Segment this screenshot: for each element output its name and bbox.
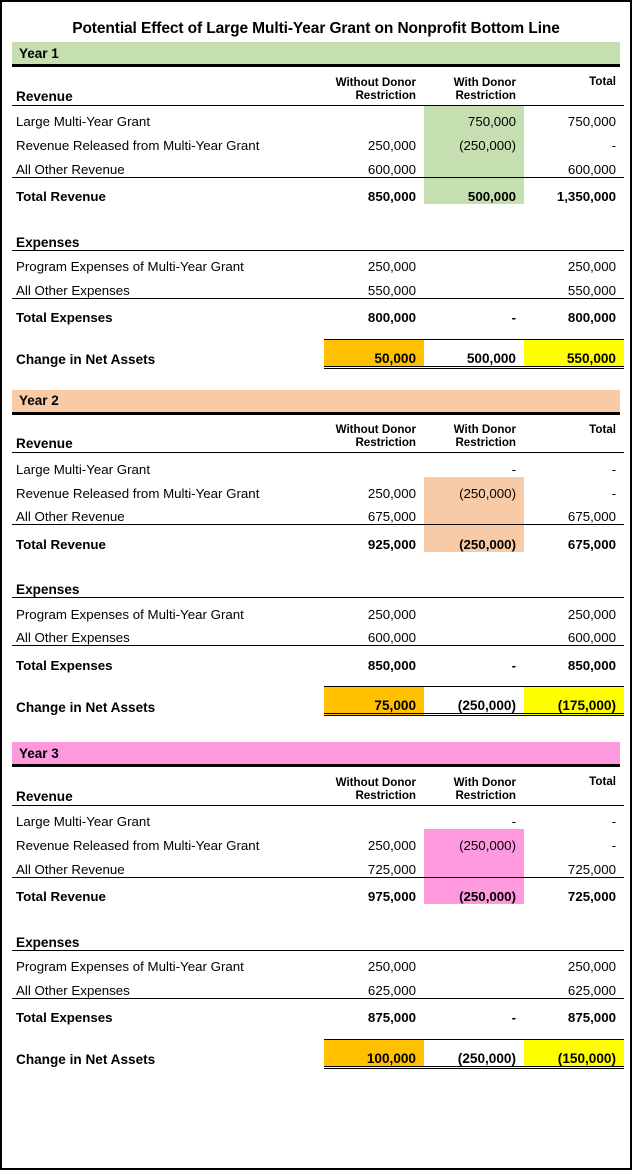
cell-total: - [611, 814, 616, 829]
cell-without: 75,000 [324, 687, 424, 715]
cell-without: 250,000 [367, 259, 416, 274]
year-block-2 [2, 390, 630, 717]
section-heading-expenses: Expenses [12, 572, 324, 598]
cell-with [424, 853, 524, 877]
block-gap [2, 369, 630, 390]
spacer-row [12, 1025, 624, 1039]
cell-total: 800,000 [524, 298, 624, 325]
cell-with: (250,000) [424, 477, 524, 501]
section-heading-revenue: Revenue [12, 67, 324, 105]
cell-without: 250,000 [367, 959, 416, 974]
cell-with: (250,000) [424, 1039, 524, 1067]
cell-without: 600,000 [367, 630, 416, 645]
cell-total: 675,000 [567, 509, 616, 524]
cell-with: 500,000 [424, 339, 524, 367]
cell-without: 250,000 [367, 485, 416, 501]
table-header-row [12, 415, 624, 453]
cell-with [424, 598, 524, 622]
row-label-program-expenses: Program Expenses of Multi-Year Grant [16, 259, 244, 274]
row-label-total-expenses: Total Expenses [12, 998, 324, 1025]
table-row [12, 829, 624, 853]
row-label-change-net-assets: Change in Net Assets [16, 699, 156, 715]
cell-with: - [511, 814, 516, 829]
table-row [12, 129, 624, 153]
cell-without: 725,000 [367, 861, 416, 877]
cell-total: - [611, 485, 616, 501]
cell-total: 850,000 [524, 646, 624, 673]
section-heading-expenses: Expenses [12, 224, 324, 250]
row-label-change-net-assets: Change in Net Assets [16, 1052, 156, 1067]
cell-without: 675,000 [367, 509, 416, 524]
row-label-revenue-released: Revenue Released from Multi-Year Grant [16, 485, 260, 501]
table-row [12, 153, 624, 177]
cell-total: - [611, 461, 616, 477]
section-heading-expenses: Expenses [12, 924, 324, 950]
table-row [12, 598, 624, 622]
column-header-with-donor: With Donor Restriction [424, 415, 524, 453]
cell-without: 975,000 [324, 877, 424, 904]
page-title: Potential Effect of Large Multi-Year Grant on Nonprofit Bottom Line [72, 20, 560, 37]
total-revenue-row [12, 525, 624, 552]
year-banner-3: Year 3 [12, 742, 620, 767]
cell-with: 500,000 [424, 177, 524, 204]
cell-total: 250,000 [567, 606, 616, 622]
cell-without: 850,000 [324, 646, 424, 673]
table-header-row [12, 767, 624, 805]
cell-with [424, 501, 524, 525]
column-header-total: Total [524, 767, 624, 805]
cell-with [424, 250, 524, 274]
cell-with [424, 974, 524, 998]
column-header-total: Total [524, 415, 624, 453]
column-header-with-donor: With Donor Restriction [424, 67, 524, 105]
row-label-change-net-assets: Change in Net Assets [16, 352, 156, 367]
cell-with: (250,000) [424, 687, 524, 715]
cell-total: 875,000 [524, 998, 624, 1025]
row-label-total-expenses: Total Expenses [12, 298, 324, 325]
table-row [12, 250, 624, 274]
cell-with [424, 622, 524, 646]
cell-total: 250,000 [567, 959, 616, 974]
cell-without: 50,000 [324, 339, 424, 367]
table-row [12, 974, 624, 998]
row-label-total-revenue: Total Revenue [12, 525, 324, 552]
table-row [12, 453, 624, 477]
year-block-1 [2, 42, 630, 369]
year-banner-1: Year 1 [12, 42, 620, 67]
year-banner-2: Year 2 [12, 390, 620, 415]
cell-without: 250,000 [367, 138, 416, 153]
cell-without: 800,000 [324, 298, 424, 325]
column-header-without-donor: Without Donor Restriction [324, 67, 424, 105]
column-header-with-donor: With Donor Restriction [424, 767, 524, 805]
section-heading-revenue: Revenue [12, 415, 324, 453]
cell-without: 850,000 [324, 177, 424, 204]
cell-without: 875,000 [324, 998, 424, 1025]
total-revenue-row [12, 877, 624, 904]
cell-with: - [424, 298, 524, 325]
cell-total: - [611, 138, 616, 153]
cell-total: 725,000 [524, 877, 624, 904]
table-row [12, 805, 624, 829]
cell-with: 750,000 [424, 105, 524, 129]
block-gap [2, 716, 630, 742]
table-row [12, 477, 624, 501]
row-label-all-other-expenses: All Other Expenses [16, 630, 130, 645]
row-label-revenue-released: Revenue Released from Multi-Year Grant [16, 838, 260, 853]
column-header-without-donor: Without Donor Restriction [324, 415, 424, 453]
cell-total: 750,000 [567, 114, 616, 129]
row-label-total-revenue: Total Revenue [12, 877, 324, 904]
cell-total: - [611, 838, 616, 853]
cell-with: (250,000) [424, 829, 524, 853]
cell-without: 550,000 [367, 282, 416, 298]
cell-without: 600,000 [367, 161, 416, 177]
table-row [12, 105, 624, 129]
cell-with: (250,000) [424, 525, 524, 552]
spacer-row [12, 673, 624, 687]
row-label-revenue-released: Revenue Released from Multi-Year Grant [16, 138, 260, 153]
year-block-3 [2, 742, 630, 1069]
row-label-all-other-expenses: All Other Expenses [16, 282, 130, 298]
cell-without [324, 105, 424, 129]
row-label-total-expenses: Total Expenses [12, 646, 324, 673]
cell-total: 600,000 [567, 630, 616, 645]
row-label-large-grant: Large Multi-Year Grant [16, 114, 151, 129]
cell-without: 925,000 [324, 525, 424, 552]
change-in-net-assets-row [12, 687, 624, 715]
cell-with: - [424, 998, 524, 1025]
cell-with: (250,000) [424, 129, 524, 153]
year-3-table [12, 767, 624, 1069]
cell-with: (250,000) [424, 877, 524, 904]
row-label-all-other-revenue: All Other Revenue [16, 509, 125, 524]
row-label-all-other-revenue: All Other Revenue [16, 161, 125, 177]
cell-with: - [424, 646, 524, 673]
cell-total: (175,000) [524, 687, 624, 715]
row-label-all-other-expenses: All Other Expenses [16, 982, 130, 998]
table-row [12, 501, 624, 525]
cell-with [424, 274, 524, 298]
row-label-total-revenue: Total Revenue [12, 177, 324, 204]
cell-total: 600,000 [567, 161, 616, 177]
cell-total: 625,000 [567, 982, 616, 998]
cell-with: - [511, 461, 516, 477]
section-heading-expenses-row [12, 572, 624, 598]
row-label-program-expenses: Program Expenses of Multi-Year Grant [16, 606, 244, 622]
cell-without: 625,000 [367, 982, 416, 998]
section-heading-revenue: Revenue [12, 767, 324, 805]
table-row [12, 622, 624, 646]
cell-total: 1,350,000 [524, 177, 624, 204]
cell-without: 250,000 [367, 606, 416, 622]
cell-total: 725,000 [567, 861, 616, 877]
row-label-large-grant: Large Multi-Year Grant [16, 814, 151, 829]
cell-without [324, 453, 424, 477]
total-expenses-row [12, 646, 624, 673]
year-2-table [12, 415, 624, 717]
cell-total: 675,000 [524, 525, 624, 552]
cell-total: (150,000) [524, 1039, 624, 1067]
cell-with [424, 950, 524, 974]
cell-without: 250,000 [367, 838, 416, 853]
cell-without [324, 805, 424, 829]
change-in-net-assets-row [12, 1039, 624, 1067]
table-header-row [12, 67, 624, 105]
spacer-row [12, 204, 624, 224]
column-header-without-donor: Without Donor Restriction [324, 767, 424, 805]
section-heading-expenses-row [12, 924, 624, 950]
spacer-row [12, 325, 624, 339]
cell-with [424, 153, 524, 177]
cell-total: 550,000 [524, 339, 624, 367]
row-label-large-grant: Large Multi-Year Grant [16, 461, 151, 477]
row-label-all-other-revenue: All Other Revenue [16, 861, 125, 877]
cell-total: 550,000 [567, 282, 616, 298]
table-row [12, 853, 624, 877]
year-1-table [12, 67, 624, 369]
change-in-net-assets-row [12, 339, 624, 367]
cell-without: 100,000 [324, 1039, 424, 1067]
total-expenses-row [12, 298, 624, 325]
spacer-row [12, 904, 624, 924]
section-heading-expenses-row [12, 224, 624, 250]
total-expenses-row [12, 998, 624, 1025]
table-row [12, 274, 624, 298]
total-revenue-row [12, 177, 624, 204]
spacer-row [12, 552, 624, 572]
row-label-program-expenses: Program Expenses of Multi-Year Grant [16, 959, 244, 974]
cell-total: 250,000 [567, 259, 616, 274]
column-header-total: Total [524, 67, 624, 105]
table-row [12, 950, 624, 974]
